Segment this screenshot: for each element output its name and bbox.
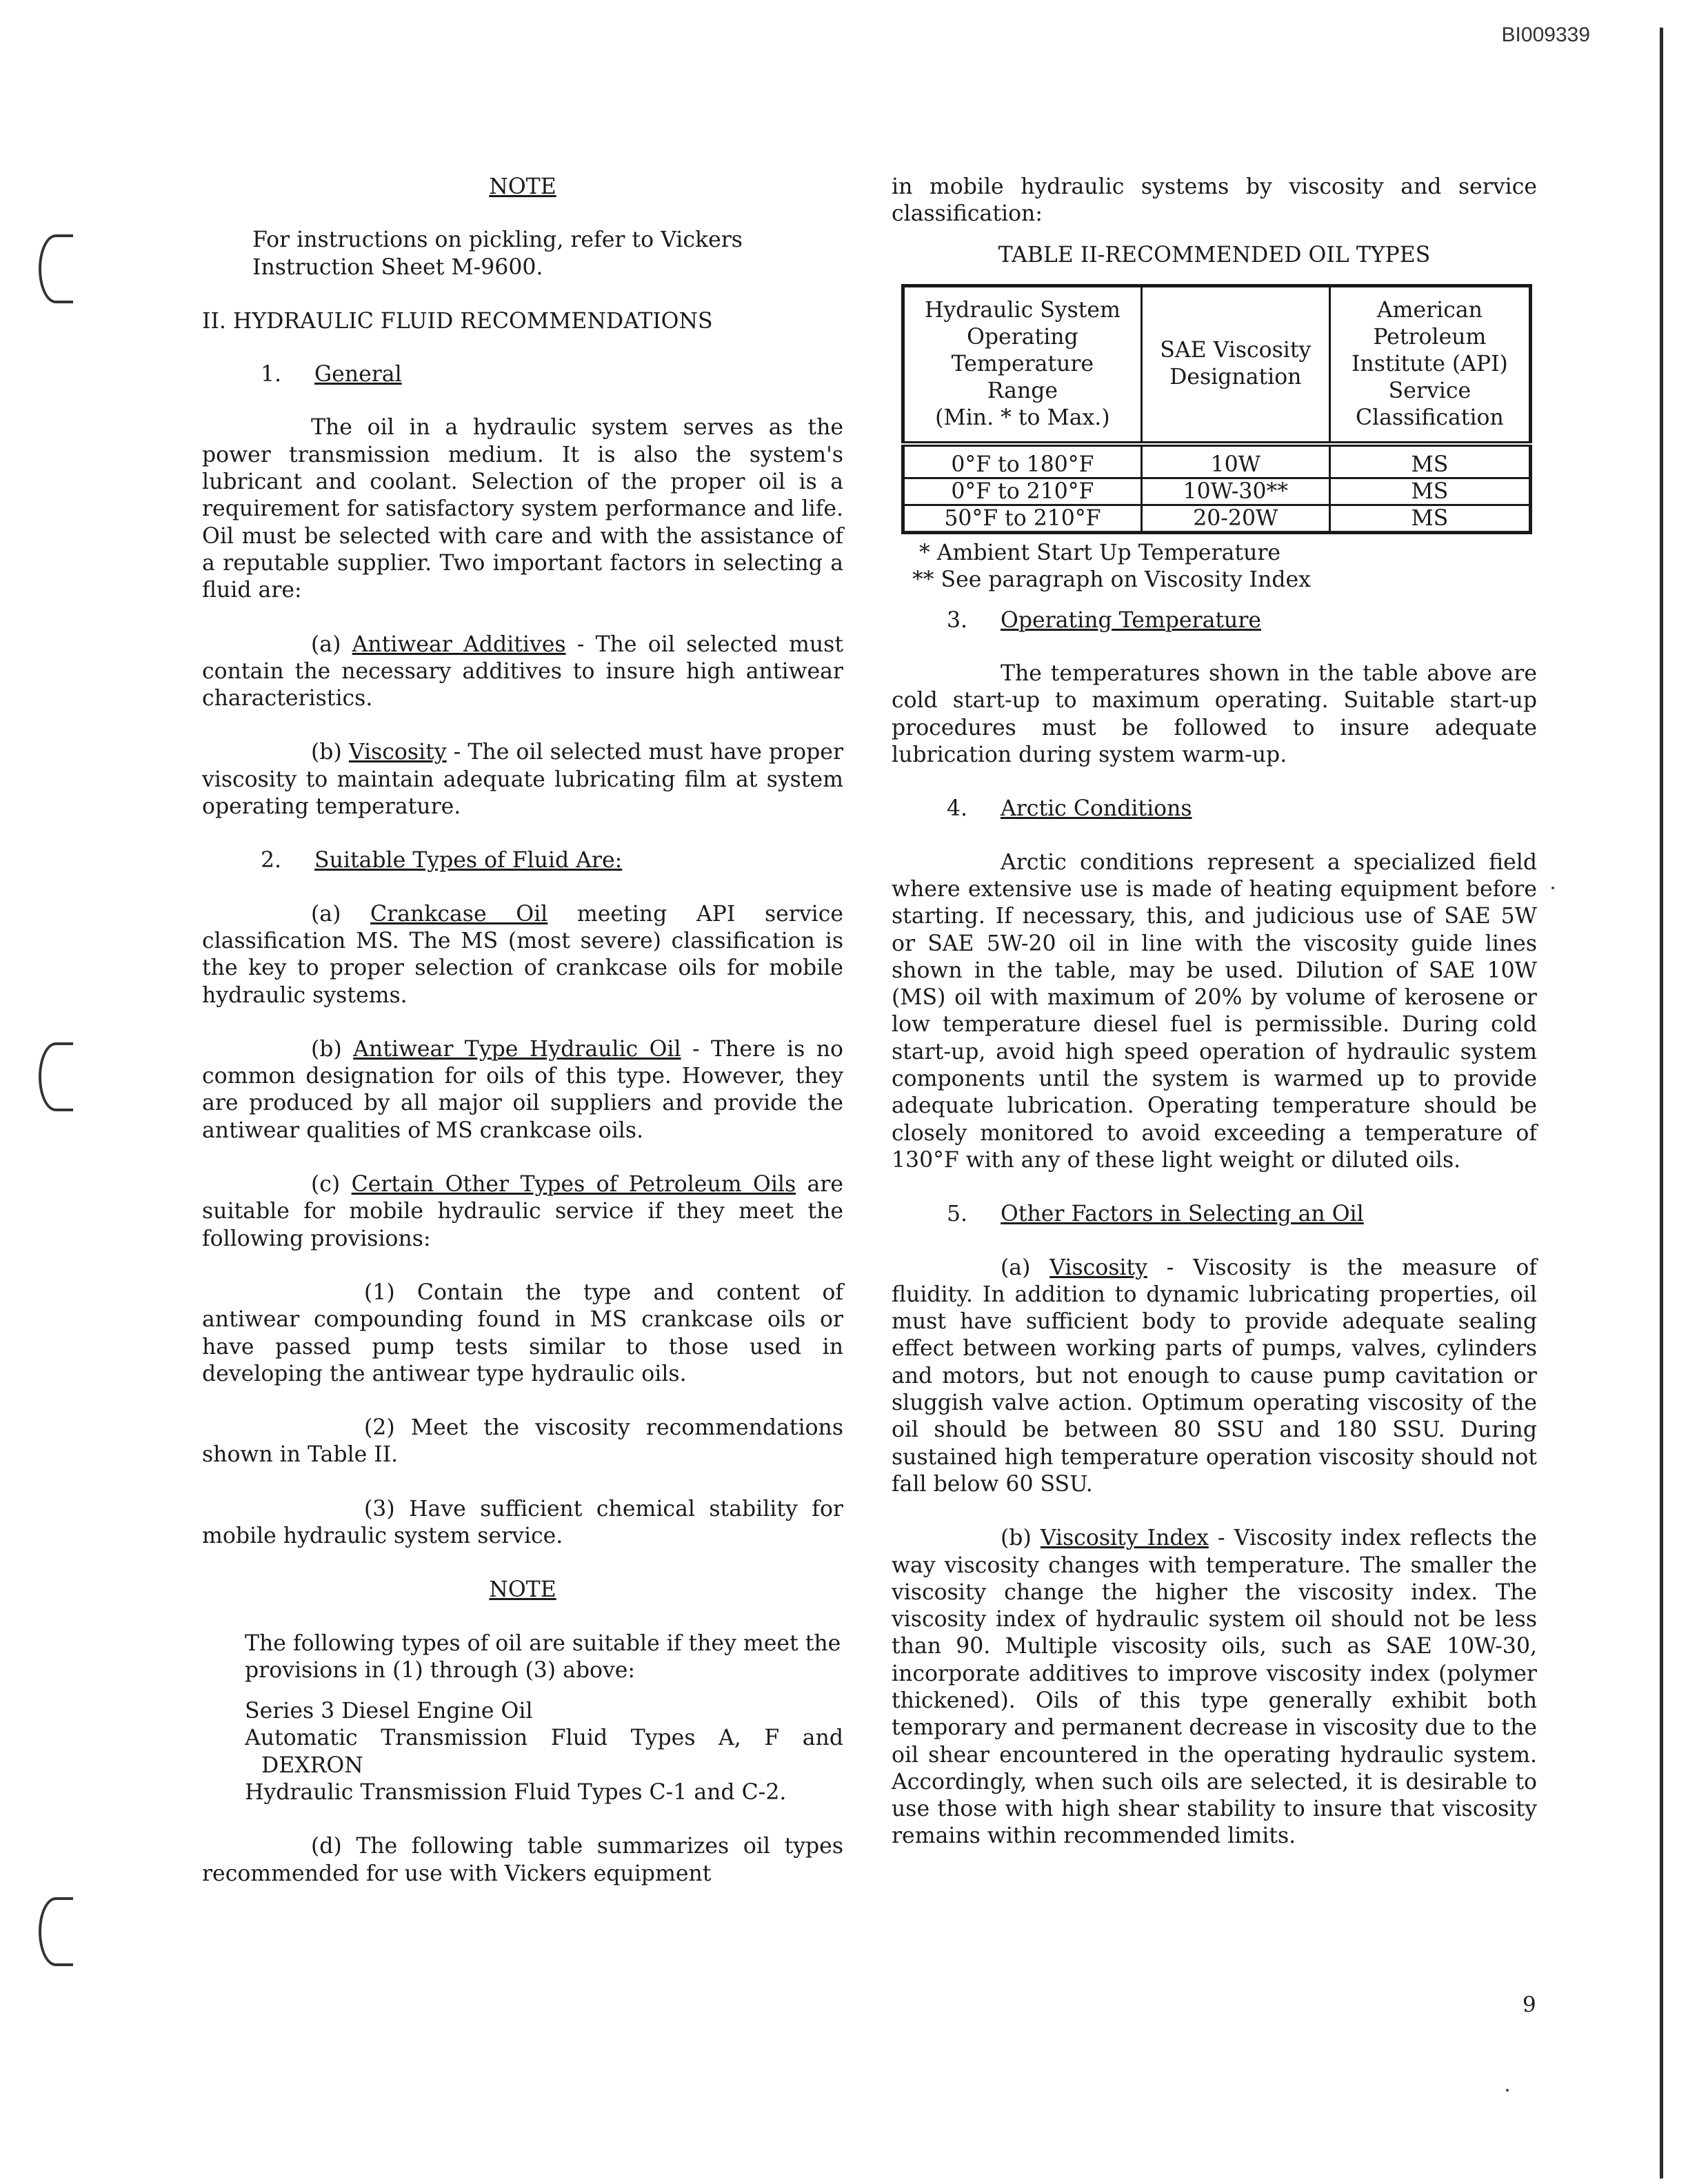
- table-cell: 0°F to 180°F: [903, 444, 1142, 478]
- subsection-other-factors: [892, 1201, 1537, 1228]
- scan-speck: [1551, 887, 1554, 889]
- subsection-title: Suitable Types of Fluid Are:: [314, 848, 623, 873]
- table-cell: MS: [1329, 505, 1530, 532]
- table-cell: 0°F to 210°F: [903, 478, 1142, 505]
- header-line: American: [1376, 297, 1483, 323]
- table-header-row: [903, 285, 1531, 444]
- item-text: are suitable for mobile hydraulic service if they meet the following provisions:: [202, 1172, 844, 1251]
- subsection-number: 3.: [947, 607, 968, 633]
- binder-hole-mark: [39, 234, 73, 303]
- left-column: [202, 174, 843, 1888]
- header-line: SAE Viscosity: [1160, 338, 1312, 363]
- item-text: - There is no common designation for oils of this type. However, they are produced by all major oil suppliers and provide the antiwear qualities of MS crankcase oils.: [202, 1036, 843, 1143]
- provision-1: (1) Contain the type and content of antiwear compounding found in MS crankcase oils or have passed pump tests similar to those used in developing the antiwear type hydraulic oils.: [202, 1280, 843, 1386]
- table-footnote: * Ambient Start Up Temperature: [919, 540, 1281, 565]
- table-cell: MS: [1329, 478, 1530, 505]
- header-line: Petroleum: [1373, 324, 1487, 350]
- table-title: TABLE II-RECOMMENDED OIL TYPES: [998, 242, 1431, 267]
- item-prefix: (c): [311, 1172, 341, 1197]
- section-heading: II. HYDRAULIC FLUID RECOMMENDATIONS: [202, 308, 713, 334]
- recommended-oil-table: [901, 284, 1532, 534]
- subsection-title: Other Factors in Selecting an Oil: [1001, 1202, 1364, 1227]
- paragraph-viscosity-measure: [892, 1255, 1537, 1499]
- paragraph-antiwear-additives: [202, 631, 843, 713]
- item-text: - The oil selected must have proper viscosity to maintain adequate lubricating film at system operating temperature.: [202, 740, 844, 820]
- binder-hole-mark: [39, 1042, 73, 1111]
- note-body: For instructions on pickling, refer to Vickers Instruction Sheet M-9600.: [252, 228, 743, 280]
- header-line: Classification: [1356, 405, 1504, 430]
- suitable-oil-list: [202, 1698, 843, 1806]
- list-item: Hydraulic Transmission Fluid Types C-1 and C-2.: [245, 1780, 787, 1806]
- subsection-number: 2.: [261, 848, 282, 873]
- item-text: - Viscosity index reflects the way viscosity changes with temperature. The smaller the viscosity change the higher the viscosity index. The viscosity index of hydraulic system oil should not be less than 90. Multiple viscosity oils, such as SAE 10W-30, incorporate additives to improve viscosity index (polymer thickened). Oils of this type generally exhibit both temporary and permanent decrease in viscosity due to the oil shear encountered in the operating hydraulic system. Accordingly, when such oils are selected, it is desirable to use those with high shear stability to insure that viscosity remains within recommended limits.: [892, 1526, 1537, 1849]
- header-line: (Min. * to Max.): [935, 405, 1110, 430]
- paragraph-viscosity-index: [892, 1525, 1537, 1850]
- item-prefix: (a): [311, 901, 341, 927]
- item-title: Antiwear Additives: [352, 631, 566, 657]
- item-title: Viscosity Index: [1040, 1526, 1209, 1551]
- item-title: Viscosity: [348, 740, 447, 765]
- table-cell: MS: [1329, 444, 1530, 478]
- item-text: - Viscosity is the measure of fluidity. In addition to dynamic lubricating properties, oil must have sufficient body to provide adequate sealing effect between working parts of pumps, valves, cylinders and motors, but not enough to cause pump cavitation or sluggish valve action. Optimum operating viscosity of the oil should be between 80 SSU and 180 SSU. During sustained high temperature operation viscosity should not fall below 60 SSU.: [892, 1255, 1537, 1497]
- item-prefix: (a): [311, 631, 341, 657]
- subsection-title: General: [314, 362, 402, 387]
- scan-speck: [1506, 2089, 1509, 2092]
- subsection-operating-temperature: [892, 607, 1537, 634]
- provision-3: (3) Have sufficient chemical stability for mobile hydraulic system service.: [202, 1496, 843, 1548]
- paragraph-table-summary: (d) The following table summarizes oil types recommended for use with Vickers equipment: [202, 1834, 843, 1886]
- page-number: 9: [1523, 1992, 1536, 2017]
- subsection-title: Arctic Conditions: [1001, 796, 1192, 822]
- list-item: Series 3 Diesel Engine Oil: [245, 1699, 533, 1724]
- header-line: Range: [987, 378, 1058, 403]
- list-item: Automatic Transmission Fluid Types A, F and DEXRON: [245, 1726, 843, 1778]
- scan-edge-line: [1660, 28, 1663, 2178]
- paragraph-arctic-conditions: Arctic conditions represent a specialized field where extensive use is made of heating equipment before starting. If necessary, this, and judicious use of SAE 5W or SAE 5W-20 oil in line with the viscosity guide lines shown in the table, may be used. Dilution of SAE 10W (MS) oil with maximum of 20% by volume of kerosene or low temperature diesel fuel is permissible. During cold start-up, avoid high speed operation of hydraulic system components until the system is warmed up to provide adequate lubrication. Operating temperature should be closely monitored to avoid exceeding a temperature of 130°F with any of these light weight or diluted oils.: [892, 849, 1537, 1173]
- table-row: [903, 478, 1531, 505]
- table-row: [903, 444, 1531, 478]
- paragraph-general: The oil in a hydraulic system serves as the power transmission medium. It is also the system's lubricant and coolant. Selection of the proper oil is a requirement for satisfactory system performance and life. Oil must be selected with care and with the assistance of a reputable supplier. Two important factors in selecting a fluid are:: [202, 415, 843, 603]
- paragraph-crankcase-oil: [202, 901, 843, 1009]
- header-line: Institute (API): [1351, 351, 1508, 376]
- binder-hole-mark: [39, 1897, 73, 1966]
- table-cell: 50°F to 210°F: [903, 505, 1142, 532]
- item-prefix: (b): [311, 1036, 342, 1062]
- subsection-number: 5.: [947, 1202, 968, 1227]
- table-footnote: ** See paragraph on Viscosity Index: [912, 567, 1311, 592]
- subsection-title: Operating Temperature: [1001, 607, 1262, 633]
- item-title: Viscosity: [1049, 1255, 1147, 1280]
- subsection-general: [202, 361, 843, 388]
- header-api-classification: [1329, 285, 1530, 444]
- subsection-number: 1.: [261, 362, 282, 387]
- paragraph-other-petroleum-oils: [202, 1171, 843, 1253]
- header-temperature-range: [903, 285, 1142, 444]
- item-prefix: (b): [1001, 1526, 1032, 1551]
- table-cell: 10W-30**: [1141, 478, 1329, 505]
- header-line: Temperature: [951, 351, 1094, 376]
- item-prefix: (a): [1001, 1255, 1031, 1280]
- item-prefix: (b): [311, 740, 342, 765]
- header-line: Designation: [1169, 365, 1302, 390]
- item-text: - The oil selected must contain the necessary additives to insure high antiwear characteristics.: [202, 631, 843, 711]
- subsection-number: 4.: [947, 796, 968, 822]
- note-heading: NOTE: [489, 174, 556, 199]
- paragraph-viscosity: [202, 739, 843, 820]
- subsection-arctic-conditions: [892, 796, 1537, 822]
- header-sae-viscosity: [1141, 285, 1329, 444]
- header-line: Hydraulic System: [924, 297, 1121, 323]
- item-title: Crankcase Oil: [370, 901, 548, 927]
- table-row: [903, 505, 1531, 532]
- table-cell: 20-20W: [1141, 505, 1329, 532]
- paragraph-operating-temperature: The temperatures shown in the table above are cold start-up to maximum operating. Suitable start-up procedures must be followed to insure adequate lubrication during system warm-up.: [892, 661, 1537, 768]
- item-title: Certain Other Types of Petroleum Oils: [351, 1172, 796, 1197]
- document-id: BI009339: [1501, 23, 1590, 46]
- note-body: The following types of oil are suitable if they meet the provisions in (1) through (3) above:: [245, 1630, 841, 1683]
- subsection-suitable-types: [202, 847, 843, 874]
- paragraph-continued: in mobile hydraulic systems by viscosity and service classification:: [892, 174, 1537, 227]
- item-title: Antiwear Type Hydraulic Oil: [353, 1036, 681, 1062]
- item-text: meeting API service classification MS. The MS (most severe) classification is the key to proper selection of crankcase oils for mobile hydraulic systems.: [202, 901, 844, 1008]
- table-cell: 10W: [1141, 444, 1329, 478]
- header-line: Service: [1388, 378, 1471, 403]
- header-line: Operating: [967, 324, 1078, 350]
- note-heading: NOTE: [489, 1577, 556, 1603]
- right-column: [892, 174, 1537, 1850]
- paragraph-antiwear-hydraulic-oil: [202, 1036, 843, 1144]
- provision-2: (2) Meet the viscosity recommendations shown in Table II.: [202, 1415, 843, 1468]
